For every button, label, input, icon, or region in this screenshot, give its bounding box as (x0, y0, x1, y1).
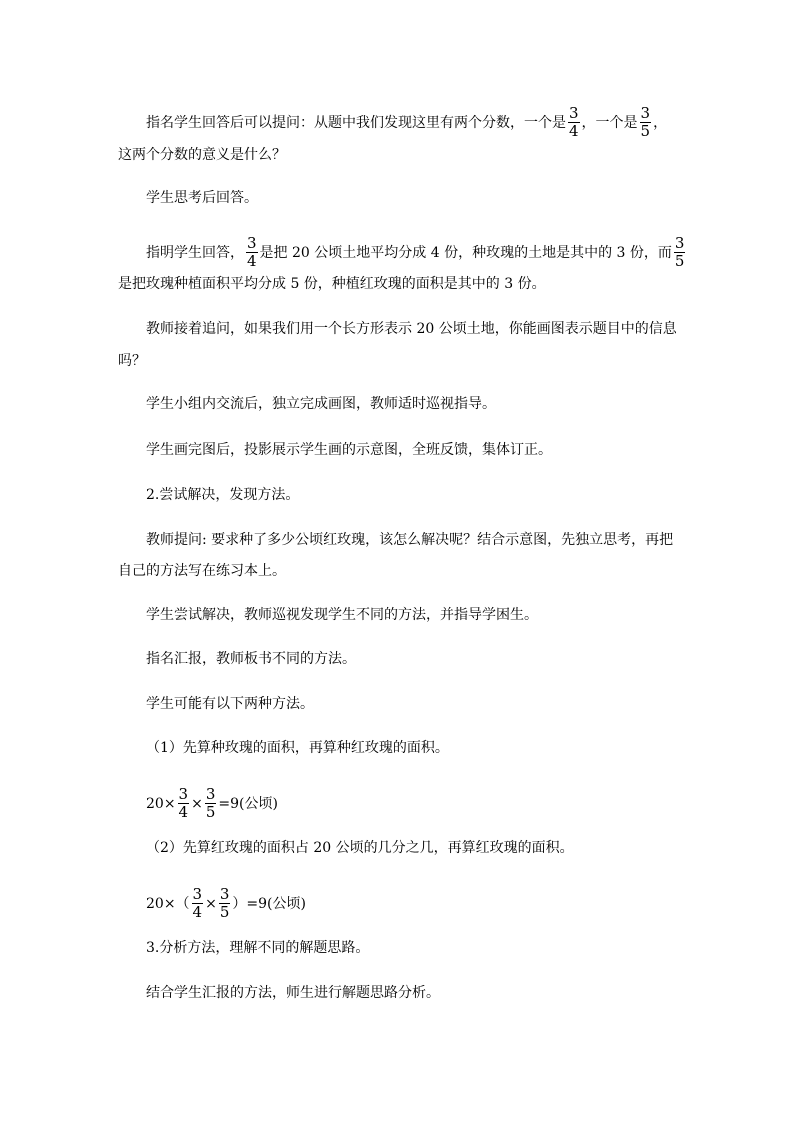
method-1-description: （1）先算种玫瑰的面积，再算种红玫瑰的面积。 (146, 740, 449, 756)
paragraph-report: 指名汇报，教师板书不同的方法。 (146, 651, 356, 667)
paragraph-student-attempt: 学生尝试解决，教师巡视发现学生不同的方法，并指导学困生。 (146, 607, 538, 623)
paragraph-teacher-question: 教师提问: 要求种了多少公顷红玫瑰，该怎么解决呢？结合示意图，先独立思考，再把 (146, 532, 674, 548)
fraction-three-fourths (192, 887, 204, 920)
equation-method-1 (146, 787, 278, 820)
denominator: 5 (205, 803, 216, 821)
paragraph-teacher-question-cont: 自己的方法写在练习本上。 (118, 563, 286, 579)
paragraph-teacher-followup-cont: 吗？ (118, 353, 146, 369)
paragraph-student-think: 学生思考后回答。 (146, 190, 258, 206)
paragraph-question-intro-cont: 这两个分数的意义是什么？ (118, 147, 286, 163)
equation-text: 20× (146, 795, 176, 812)
numerator: 3 (674, 234, 685, 252)
numerator: 3 (569, 104, 579, 122)
paragraph-two-methods: 学生可能有以下两种方法。 (146, 696, 314, 712)
text: 指名学生回答后可以提问：从题中我们发现这里有两个分数，一个是 (146, 114, 566, 131)
denominator: 5 (640, 122, 651, 140)
paragraph-student-answer-cont: 是把玫瑰种植面积平均分成 5 份，种植红玫瑰的面积是其中的 3 份。 (118, 276, 546, 292)
fraction-three-fourths (568, 106, 580, 139)
paragraph-group-discussion: 学生小组内交流后，独立完成画图，教师适时巡视指导。 (146, 396, 496, 412)
method-2-description: （2）先算红玫瑰的面积占 20 公顷的几分之几，再算红玫瑰的面积。 (146, 840, 574, 856)
denominator: 4 (247, 252, 257, 270)
section-heading-3: 3.分析方法，理解不同的解题思路。 (146, 940, 370, 956)
numerator: 3 (640, 104, 651, 122)
equation-text: × (205, 895, 217, 912)
equation-text: =9(公顷) (218, 795, 278, 812)
denominator: 4 (192, 903, 203, 921)
numerator: 3 (205, 785, 216, 803)
fraction-three-fifths (205, 787, 217, 820)
denominator: 5 (219, 903, 230, 921)
text: ，一个是 (581, 114, 638, 131)
numerator: 3 (192, 885, 203, 903)
numerator: 3 (178, 785, 189, 803)
equation-method-2 (146, 887, 306, 920)
numerator: 3 (219, 885, 230, 903)
text: 是把 20 公顷土地平均分成 4 份，种玫瑰的土地是其中的 3 份，而 (259, 244, 672, 261)
paragraph-student-answer (146, 236, 687, 269)
equation-text: 20×（ (146, 895, 190, 912)
paragraph-analysis: 结合学生汇报的方法，师生进行解题思路分析。 (146, 985, 440, 1001)
denominator: 5 (674, 252, 685, 270)
paragraph-teacher-followup: 教师接着追问，如果我们用一个长方形表示 20 公顷土地，你能画图表示题目中的信息 (146, 321, 677, 337)
fraction-three-fifths (219, 887, 231, 920)
numerator: 3 (247, 234, 257, 252)
text: ， (653, 114, 668, 131)
paragraph-question-intro (146, 106, 667, 139)
fraction-three-fourths (178, 787, 190, 820)
denominator: 4 (178, 803, 189, 821)
fraction-three-fifths (640, 106, 652, 139)
paragraph-projection-feedback: 学生画完图后，投影展示学生画的示意图，全班反馈，集体订正。 (146, 442, 552, 458)
equation-text: × (191, 795, 203, 812)
equation-text: ）=9(公顷) (232, 895, 306, 912)
section-heading-2: 2.尝试解决，发现方法。 (146, 487, 300, 503)
text: 指明学生回答， (146, 244, 244, 261)
fraction-three-fifths (674, 236, 686, 269)
fraction-three-fourths (246, 236, 258, 269)
denominator: 4 (569, 122, 579, 140)
